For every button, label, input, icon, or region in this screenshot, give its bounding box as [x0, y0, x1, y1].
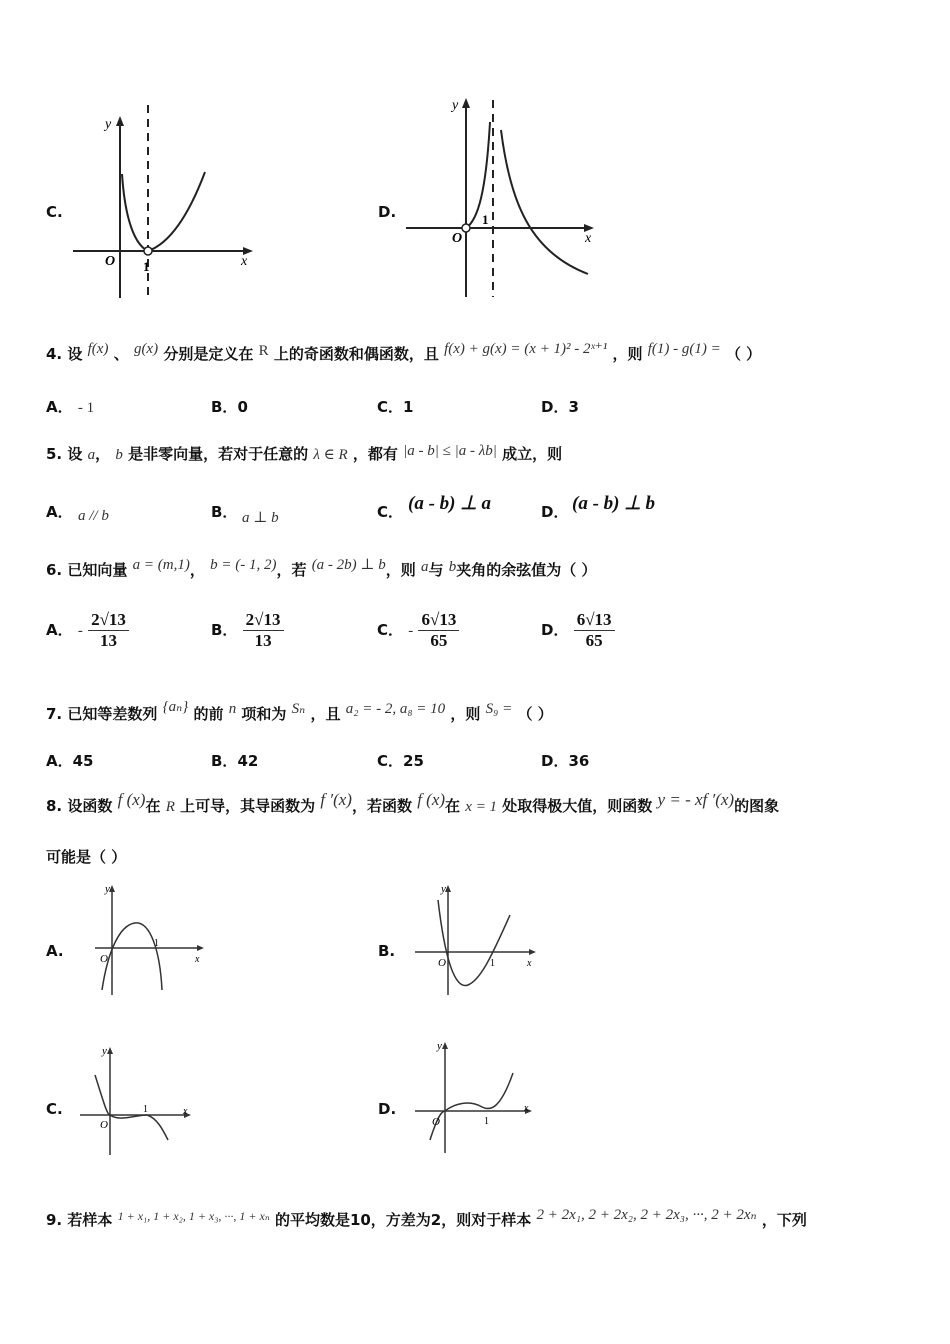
q6-text: ，	[189, 561, 205, 579]
q8-y: y = - xf ′(x)	[657, 790, 735, 809]
q4-g: g(x)	[133, 341, 159, 357]
q8-b-y: y	[441, 883, 446, 895]
q6-text: ，若	[276, 561, 307, 579]
q6-text: 与	[428, 561, 444, 579]
q4-text: 、	[113, 345, 129, 363]
graph-c	[65, 100, 265, 305]
q4-f: f(x)	[87, 341, 109, 357]
q9-number: 9.	[46, 1211, 63, 1229]
q6-number: 6.	[46, 561, 63, 579]
q8-text: 处取得极大值，则函数	[502, 797, 653, 815]
q5-option-d: D．	[541, 503, 569, 521]
graph-c-origin: O	[105, 254, 116, 269]
q5-option-a: A．	[46, 503, 73, 521]
q8-d-x: x	[524, 1103, 529, 1114]
q5-option-a-value: a // b	[78, 508, 109, 524]
q4-option-c: C．1	[377, 398, 414, 416]
q7-option-a: A．45	[46, 752, 94, 770]
q8-a-x: x	[195, 954, 200, 965]
q5-text: 设	[67, 445, 83, 463]
q4-text: 上的奇函数和偶函数，且	[273, 345, 439, 363]
q8-f: f (x)	[117, 790, 146, 809]
question-7	[46, 699, 553, 724]
q8-d-origin: O	[432, 1116, 440, 1128]
graph-c-y-label: y	[105, 117, 112, 132]
q5-b: b	[115, 447, 123, 463]
q8-number: 8.	[46, 797, 63, 815]
q7-sequence: {aₙ}	[162, 699, 189, 715]
q5-text: 成立，则	[502, 445, 563, 463]
q7-option-c: C．25	[377, 752, 424, 770]
q7-paren: （ ）	[517, 705, 553, 723]
q7-Sn: Sₙ	[291, 701, 306, 717]
q8-graph-c	[75, 1040, 200, 1160]
q5-a: a	[87, 447, 96, 463]
q6-option-b: B． $\frac{2√13}{13}$	[211, 610, 284, 651]
q4-text: 设	[67, 345, 83, 363]
option-c-label: C.	[46, 203, 63, 221]
q8-option-b-label: B.	[378, 942, 396, 960]
q8-a-tick: 1	[154, 938, 159, 949]
q7-number: 7.	[46, 705, 63, 723]
question-6	[46, 559, 597, 580]
q9-text: 的平均数是10，方差为2，则对于样本	[274, 1211, 532, 1229]
q5-lambda: λ ∈ R	[313, 447, 348, 463]
q5-number: 5.	[46, 445, 63, 463]
q8-R: R	[165, 799, 175, 815]
q8-text: 在	[445, 797, 461, 815]
q6-text: ，则	[385, 561, 416, 579]
q6-vector-a: a = (m,1)	[132, 557, 190, 573]
q8-f2: f (x)	[417, 790, 446, 809]
q6-option-c: C． - $\frac{6√13}{65}$	[377, 610, 459, 651]
q8-option-a-label: A.	[46, 942, 64, 960]
graph-d-tick: 1	[482, 212, 489, 227]
q8-fprime: f ′(x)	[320, 790, 352, 809]
q7-text: ，则	[450, 705, 481, 723]
q5-option-d-value: (a - b) ⊥ b	[572, 493, 656, 514]
q4-equation: f(x) + g(x) = (x + 1)² - 2ˣ⁺¹	[444, 341, 608, 357]
q4-R: R	[258, 343, 269, 359]
q8-text: ，若函数	[351, 797, 412, 815]
q7-text: 已知等差数列	[67, 705, 158, 723]
q7-n: n	[228, 701, 237, 717]
q8-text: 的图象	[734, 797, 780, 815]
question-4	[46, 343, 761, 364]
graph-c-tick: 1	[143, 259, 150, 274]
q8-a-origin: O	[100, 953, 108, 965]
q5-text: 是非零向量，若对于任意的	[128, 445, 309, 463]
q8-graph-a	[90, 880, 210, 1000]
q8-line2: 可能是（ ）	[46, 848, 127, 866]
q4-paren: （ ）	[725, 345, 762, 363]
q4-option-a: A． - 1	[46, 398, 95, 416]
q8-c-tick: 1	[143, 1104, 148, 1115]
q7-text: 项和为	[241, 705, 287, 723]
graph-d-y-label: y	[452, 98, 459, 113]
q8-a-y: y	[105, 883, 110, 895]
q8-c-x: x	[183, 1106, 188, 1117]
q9-text: ，下列	[761, 1211, 807, 1229]
q5-option-b: B．	[211, 503, 238, 521]
q5-text: ，都有	[352, 445, 398, 463]
q7-condition: a₂ = - 2, a₈ = 10	[345, 701, 446, 717]
graph-d-x-label: x	[585, 231, 592, 246]
q8-text: 在	[145, 797, 161, 815]
q8-b-x: x	[527, 958, 532, 969]
q8-option-c-label: C.	[46, 1100, 63, 1118]
q5-text: ，	[95, 445, 111, 463]
q6-vector-b: b = (- 1, 2)	[210, 557, 277, 573]
q8-d-y: y	[437, 1040, 442, 1052]
q6-text: 已知向量	[67, 561, 128, 579]
q8-graph-b	[410, 880, 540, 1000]
q8-b-origin: O	[438, 957, 446, 969]
q6-text: 夹角的余弦值为（ ）	[456, 561, 597, 579]
q4-number: 4.	[46, 345, 63, 363]
q7-text: 的前	[193, 705, 224, 723]
q9-sample-1: 1 + x₁, 1 + x₂, 1 + x₃, ···, 1 + xₙ	[117, 1209, 270, 1223]
q5-inequality: |a - b| ≤ |a - λb|	[403, 443, 497, 459]
q5-option-c-value: (a - b) ⊥ a	[408, 493, 492, 514]
option-d-label: D.	[378, 203, 397, 221]
q5-option-b-value: a ⊥ b	[242, 510, 279, 526]
question-5	[46, 443, 562, 464]
q9-sample-2: 2 + 2x₁, 2 + 2x₂, 2 + 2x₃, ···, 2 + 2xₙ	[536, 1207, 757, 1223]
q6-option-d: D． $\frac{6√13}{65}$	[541, 610, 615, 651]
q6-option-a: A． - $\frac{2√13}{13}$	[46, 610, 129, 651]
q8-d-tick: 1	[484, 1116, 489, 1127]
q4-option-d: D．3	[541, 398, 579, 416]
graph-d	[400, 92, 610, 302]
q7-text: ，且	[310, 705, 341, 723]
question-9	[46, 1209, 807, 1230]
q8-c-y: y	[102, 1045, 107, 1057]
q6-a: a	[421, 559, 429, 575]
graph-c-x-label: x	[241, 254, 248, 269]
q8-c-origin: O	[100, 1119, 108, 1131]
q4-ask: f(1) - g(1) =	[647, 341, 721, 357]
graph-d-origin: O	[452, 231, 463, 246]
q5-option-c: C．	[377, 503, 404, 521]
q7-option-d: D．36	[541, 752, 590, 770]
q6-condition: (a - 2b) ⊥ b	[311, 557, 386, 573]
q7-option-b: B．42	[211, 752, 259, 770]
question-8	[46, 790, 780, 816]
q8-option-d-label: D.	[378, 1100, 397, 1118]
q6-b: b	[448, 559, 457, 575]
q7-ask: S₉ =	[485, 701, 513, 717]
q8-graph-d	[410, 1035, 540, 1160]
q8-x1: x = 1	[465, 799, 498, 815]
q4-option-b: B．0	[211, 398, 248, 416]
q8-text: 设函数	[67, 797, 113, 815]
q4-text: 分别是定义在	[163, 345, 254, 363]
q9-text: 若样本	[67, 1211, 113, 1229]
q8-text: 上可导，其导函数为	[180, 797, 316, 815]
q8-b-tick: 1	[490, 958, 495, 969]
q4-text: ，则	[612, 345, 643, 363]
